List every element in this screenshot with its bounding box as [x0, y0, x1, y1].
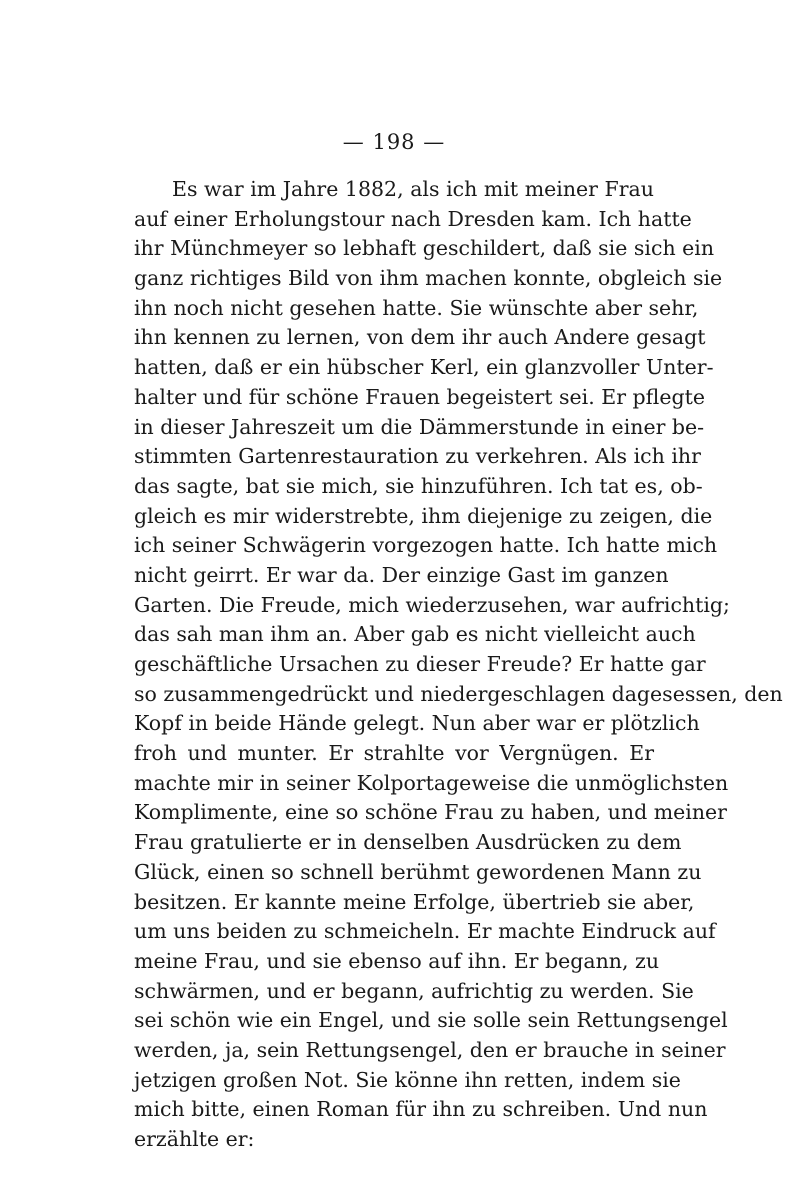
text-line: sei schön wie ein Engel, und sie solle sein Rettungsengel — [134, 1008, 728, 1033]
text-line: jetzigen großen Not. Sie könne ihn retten, indem sie — [134, 1067, 681, 1092]
text-line: schwärmen, und er begann, aufrichtig zu werden. Sie — [134, 978, 694, 1003]
text-line: Kopf in beide Hände gelegt. Nun aber war er plötzlich — [134, 711, 700, 736]
text-line: erzählte er: — [134, 1127, 255, 1151]
text-line: froh und munter. Er strahlte vor Vergnügen. Er — [134, 741, 654, 766]
text-line: machte mir in seiner Kolportageweise die unmöglichsten — [134, 770, 729, 795]
text-line: geschäftliche Ursachen zu dieser Freude? Er hatte gar — [134, 652, 706, 676]
text-line: halter und für schöne Frauen begeistert sei. Er pflegte — [134, 384, 705, 409]
text-line: Es war im Jahre 1882, als ich mit meiner Frau — [172, 177, 654, 201]
text-line: hatten, daß er ein hübscher Kerl, ein glanzvoller Unter- — [134, 355, 714, 380]
text-line: stimmten Gartenrestauration zu verkehren. Als ich ihr — [134, 444, 701, 469]
text-line: auf einer Erholungstour nach Dresden kam. Ich hatte — [134, 206, 692, 231]
text-line: ihn noch nicht gesehen hatte. Sie wünschte aber sehr, — [134, 295, 699, 320]
text-line: werden, ja, sein Rettungsengel, den er brauche in seiner — [134, 1037, 726, 1062]
text-line: das sah man ihm an. Aber gab es nicht vielleicht auch — [134, 622, 696, 647]
text-line: meine Frau, und sie ebenso auf ihn. Er begann, zu — [134, 948, 660, 973]
text-line: Komplimente, eine so schöne Frau zu haben, und meiner — [134, 800, 727, 825]
text-line: ihr Münchmeyer so lebhaft geschildert, daß sie sich ein — [134, 236, 715, 261]
text-line: gleich es mir widerstrebte, ihm diejenige zu zeigen, die — [134, 503, 713, 528]
text-line: besitzen. Er kannte meine Erfolge, übertrieb sie aber, — [134, 889, 695, 914]
text-line: ganz richtiges Bild von ihm machen konnte, obgleich sie — [134, 266, 723, 291]
text-line: in dieser Jahreszeit um die Dämmerstunde in einer be- — [134, 414, 705, 439]
text-line: ich seiner Schwägerin vorgezogen hatte. Ich hatte mich — [134, 533, 718, 558]
text-line: Frau gratulierte er in denselben Ausdrücken zu dem — [134, 830, 682, 855]
text-line: Glück, einen so schnell berühmt gewordenen Mann zu — [134, 859, 702, 884]
text-line: ihn kennen zu lernen, von dem ihr auch Andere gesagt — [134, 325, 706, 350]
text-line: um uns beiden zu schmeicheln. Er machte Eindruck auf — [134, 919, 716, 944]
text-line: das sagte, bat sie mich, sie hinzuführen. Ich tat es, ob- — [134, 473, 703, 498]
text-line: nicht geirrt. Er war da. Der einzige Gast im ganzen — [134, 562, 669, 587]
text-line: Garten. Die Freude, mich wiederzusehen, war aufrichtig; — [134, 592, 730, 617]
page-number: — 198 — — [342, 130, 446, 154]
text-line: mich bitte, einen Roman für ihn zu schreiben. Und nun — [134, 1097, 708, 1122]
body-text — [134, 175, 783, 1155]
text-line: so zusammengedrückt und niedergeschlagen dagesessen, den — [134, 681, 783, 706]
